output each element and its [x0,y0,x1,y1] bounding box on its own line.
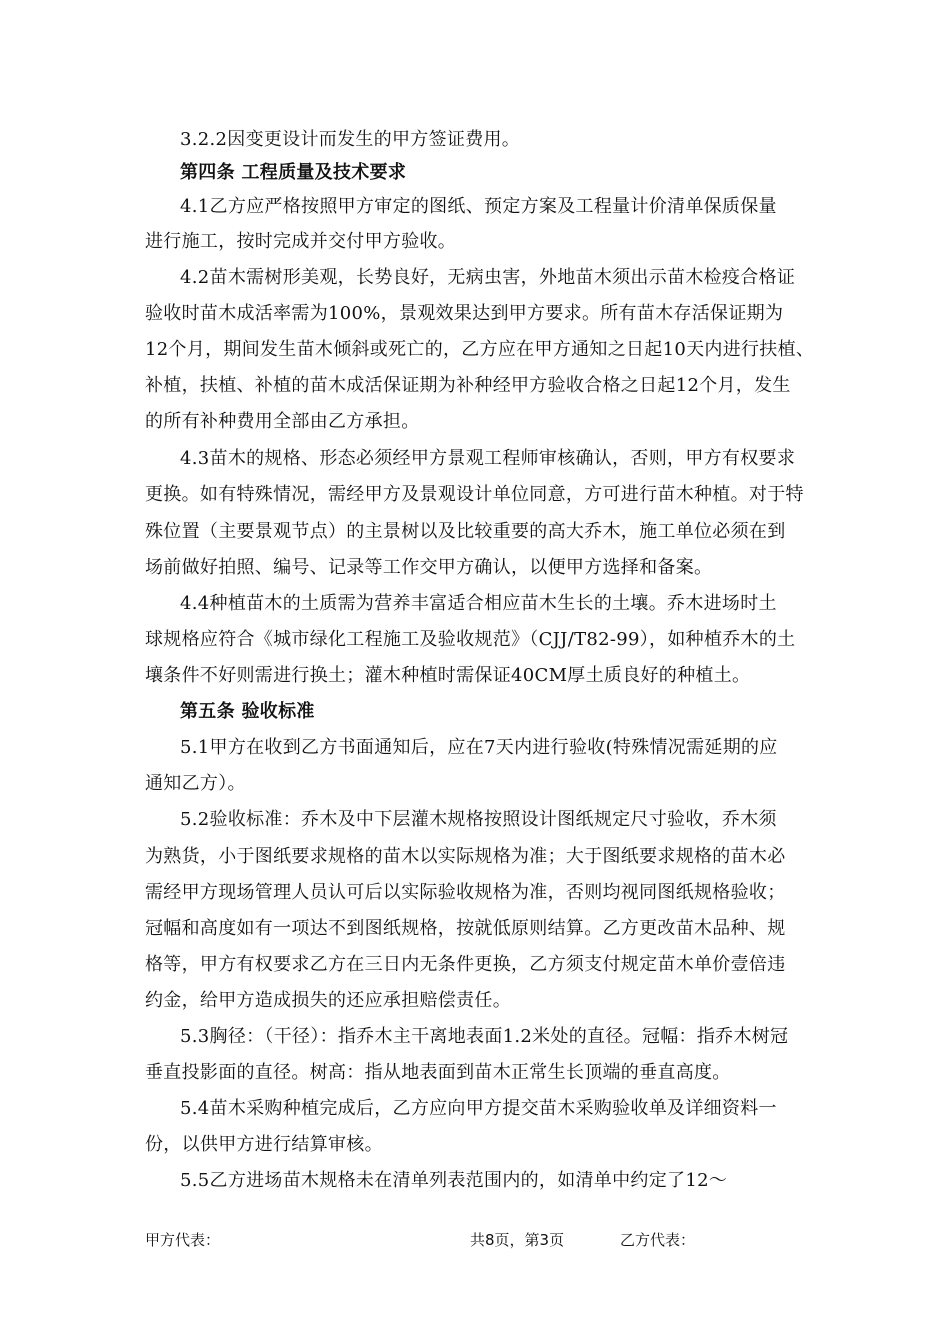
footer-party-a: 甲方代表： [145,1231,221,1249]
text-line: 4.2苗木需树形美观，长势良好，无病虫害，外地苗木须出示苗木检疫合格证 [180,267,796,288]
footer-page-info: 共8页，第3页 [470,1231,565,1249]
text-line: 为熟货，小于图纸要求规格的苗木以实际规格为准；大于图纸要求规格的苗木必 [145,846,786,867]
text-line: 格等，甲方有权要求乙方在三日内无条件更换，乙方须支付规定苗木单价壹倍违 [145,954,786,975]
text-line: 冠幅和高度如有一项达不到图纸规格，按就低原则结算。乙方更改苗木品种、规 [145,918,786,939]
text-line: 验收时苗木成活率需为100%，景观效果达到甲方要求。所有苗木存活保证期为 [145,303,784,324]
text-line: 通知乙方）。 [145,773,246,794]
text-line: 进行施工，按时完成并交付甲方验收。 [145,231,457,252]
text-line: 约金，给甲方造成损失的还应承担赔偿责任。 [145,990,511,1011]
text-line: 5.4苗木采购种植完成后，乙方应向甲方提交苗木采购验收单及详细资料一 [180,1098,777,1119]
text-line: 5.2验收标准：乔木及中下层灌木规格按照设计图纸规定尺寸验收，乔木须 [180,809,777,830]
text-line: 壤条件不好则需进行换土；灌木种植时需保证40CM厚土质良好的种植土。 [145,665,751,686]
text-line: 4.3苗木的规格、形态必须经甲方景观工程师审核确认，否则，甲方有权要求 [180,448,796,469]
text-line: 更换。如有特殊情况，需经甲方及景观设计单位同意，方可进行苗木种植。对于特 [145,484,804,505]
text-line: 份，以供甲方进行结算审核。 [145,1134,383,1155]
text-line: 场前做好拍照、编号、记录等工作交甲方确认，以便甲方选择和备案。 [145,557,713,578]
text-line: 5.1甲方在收到乙方书面通知后，应在7天内进行验收(特殊情况需延期的应 [180,737,778,758]
text-line: 需经甲方现场管理人员认可后以实际验收规格为准，否则均视同图纸规格验收； [145,882,786,903]
section-heading: 第五条 验收标准 [180,701,315,722]
section-heading: 第四条 工程质量及技术要求 [180,162,407,183]
text-line: 3.2.2因变更设计而发生的甲方签证费用。 [180,129,521,150]
text-line: 12个月，期间发生苗木倾斜或死亡的，乙方应在甲方通知之日起10天内进行扶植、 [145,339,815,360]
text-line: 球规格应符合《城市绿化工程施工及验收规范》（CJJ/T82-99），如种植乔木的土 [145,629,796,650]
text-line: 垂直投影面的直径。树高：指从地表面到苗木正常生长顶端的垂直高度。 [145,1062,731,1083]
text-line: 的所有补种费用全部由乙方承担。 [145,411,420,432]
text-line: 5.5乙方进场苗木规格未在清单列表范围内的，如清单中约定了12～ [180,1170,728,1191]
text-line: 5.3胸径：（干径）：指乔木主干离地表面1.2米处的直径。冠幅：指乔木树冠 [180,1026,789,1047]
footer-party-b: 乙方代表： [620,1231,696,1249]
text-line: 4.4种植苗木的土质需为营养丰富适合相应苗木生长的土壤。乔木进场时土 [180,593,777,614]
text-line: 补植，扶植、补植的苗木成活保证期为补种经甲方验收合格之日起12个月，发生 [145,375,791,396]
text-line: 殊位置（主要景观节点）的主景树以及比较重要的高大乔木，施工单位必须在到 [145,521,786,542]
text-line: 4.1乙方应严格按照甲方审定的图纸、预定方案及工程量计价清单保质保量 [180,196,777,217]
